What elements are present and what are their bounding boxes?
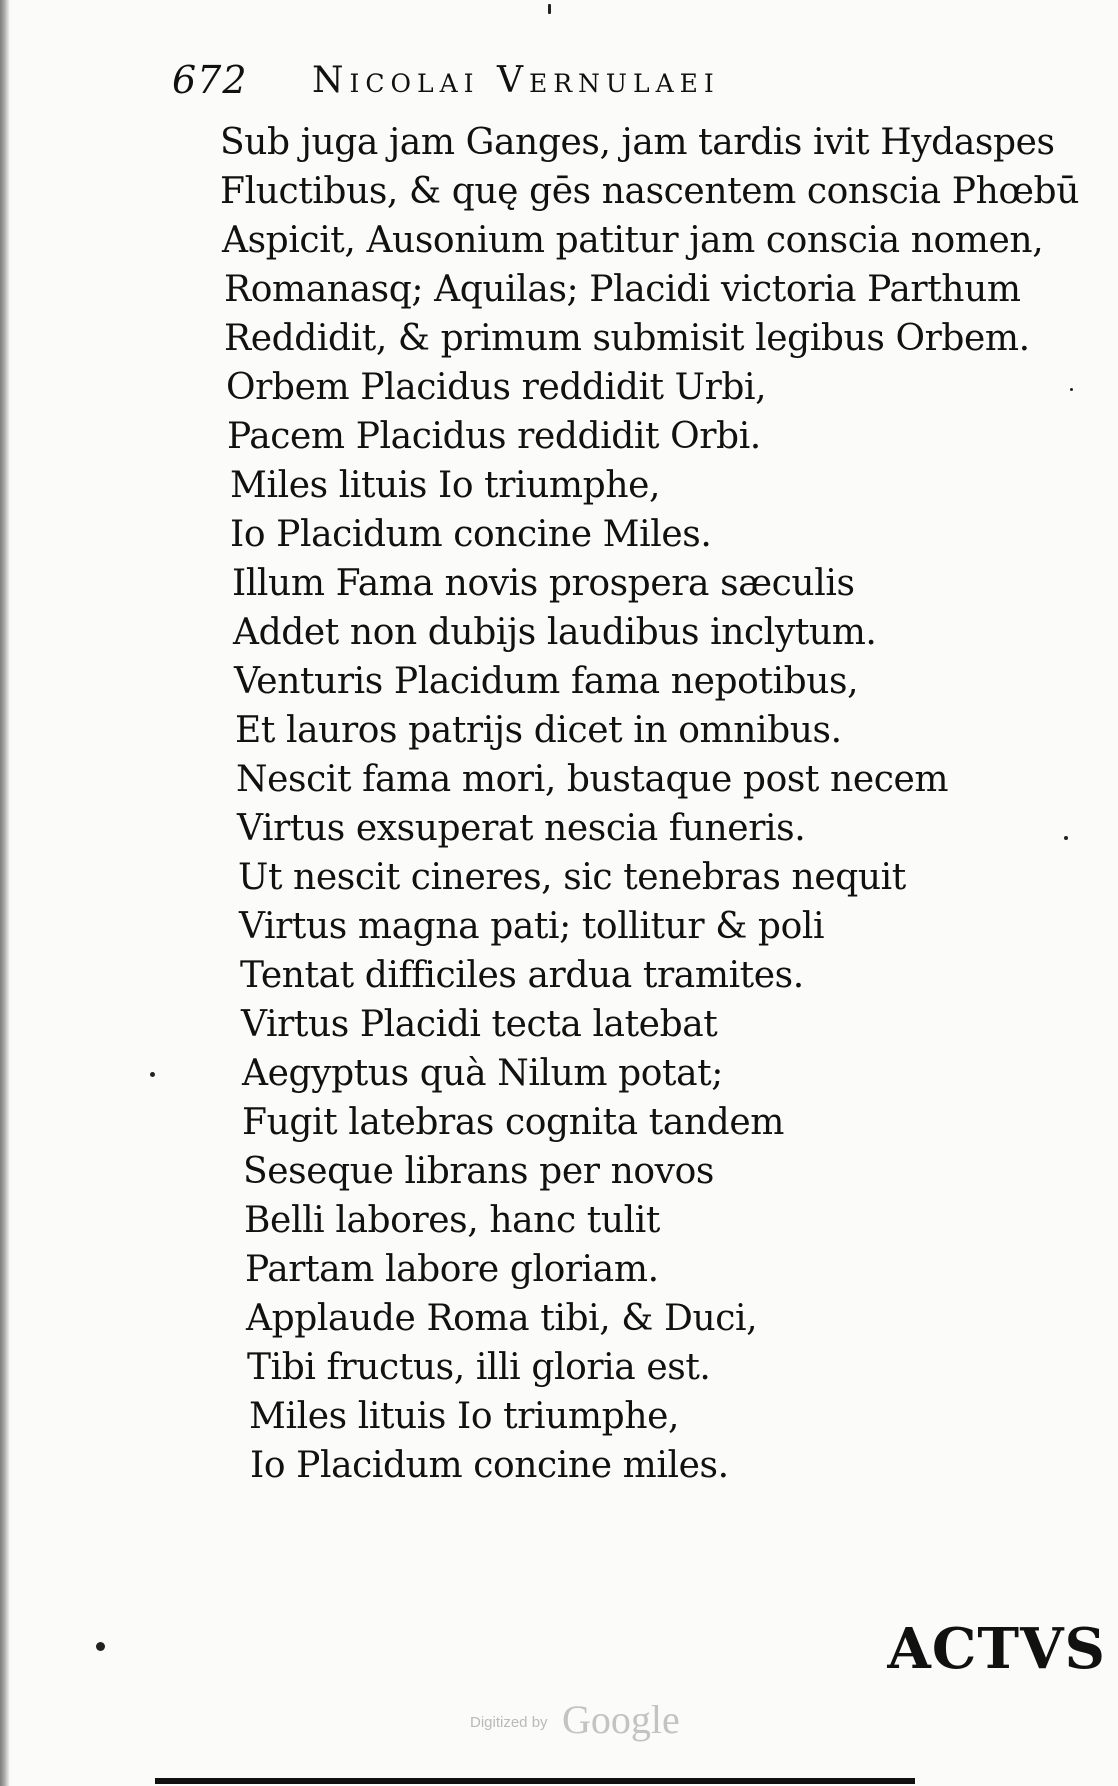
ink-speck — [96, 1642, 105, 1651]
ink-speck — [1064, 836, 1068, 840]
verse-line: Fugit latebras cognita tandem — [242, 1102, 784, 1143]
page-number: 672 — [172, 58, 248, 102]
verse-line: Orbem Placidus reddidit Urbi, — [226, 367, 767, 408]
page-header — [172, 58, 952, 108]
verse-line: Belli labores, hanc tulit — [244, 1200, 660, 1241]
verse-line: Aspicit, Ausonium patitur jam conscia nomen, — [222, 220, 1044, 261]
page-bottom-edge — [155, 1778, 915, 1784]
digitization-watermark — [470, 1697, 710, 1742]
verse-line: Virtus Placidi tecta latebat — [241, 1004, 718, 1045]
watermark-prefix: Digitized by — [470, 1714, 548, 1731]
verse-line: Fluctibus, & quę gēs nascentem conscia Phœbū — [220, 171, 1079, 212]
verse-line: Miles lituis Io triumphe, — [249, 1396, 680, 1437]
verse-line: Aegyptus quà Nilum potat; — [242, 1053, 723, 1094]
ink-speck — [548, 4, 551, 14]
verse-line: Seseque librans per novos — [243, 1151, 714, 1192]
verse-line: Nescit fama mori, bustaque post necem — [236, 759, 949, 800]
verse-line: Tentat difficiles ardua tramites. — [240, 955, 804, 996]
watermark-logo: Google — [562, 1697, 680, 1742]
verse-line: Addet non dubijs laudibus inclytum. — [233, 612, 877, 653]
catchword: ACTVS — [887, 1616, 1106, 1682]
verse-line: Virtus magna pati; tollitur & poli — [239, 906, 825, 947]
ink-speck — [150, 1072, 155, 1077]
poem — [220, 118, 1084, 1490]
ink-speck — [1070, 388, 1073, 391]
verse-line: Illum Fama novis prospera sæculis — [232, 563, 855, 604]
verse-line: Ut nescit cineres, sic tenebras nequit — [238, 857, 906, 898]
running-head: Nicolai Vernulaei — [312, 60, 720, 101]
verse-line: Sub juga jam Ganges, jam tardis ivit Hydaspes — [220, 122, 1055, 163]
verse-line: Partam labore gloriam. — [245, 1249, 659, 1290]
verse-line: Miles lituis Io triumphe, — [230, 465, 661, 506]
verse-line: Tibi fructus, illi gloria est. — [247, 1347, 711, 1388]
verse-line: Io Placidum concine Miles. — [230, 514, 712, 555]
verse-line: Virtus exsuperat nescia funeris. — [237, 808, 806, 849]
page-edge-shadow — [0, 0, 10, 1786]
verse-line: Pacem Placidus reddidit Orbi. — [227, 416, 761, 457]
verse-line: Io Placidum concine miles. — [250, 1445, 729, 1486]
verse-line: Et lauros patrijs dicet in omnibus. — [235, 710, 842, 751]
verse-line: Reddidit, & primum submisit legibus Orbem. — [224, 318, 1030, 359]
verse-line: Venturis Placidum fama nepotibus, — [234, 661, 859, 702]
verse-line: Applaude Roma tibi, & Duci, — [246, 1298, 758, 1339]
verse-line: Romanasq; Aquilas; Placidi victoria Parthum — [224, 269, 1021, 310]
